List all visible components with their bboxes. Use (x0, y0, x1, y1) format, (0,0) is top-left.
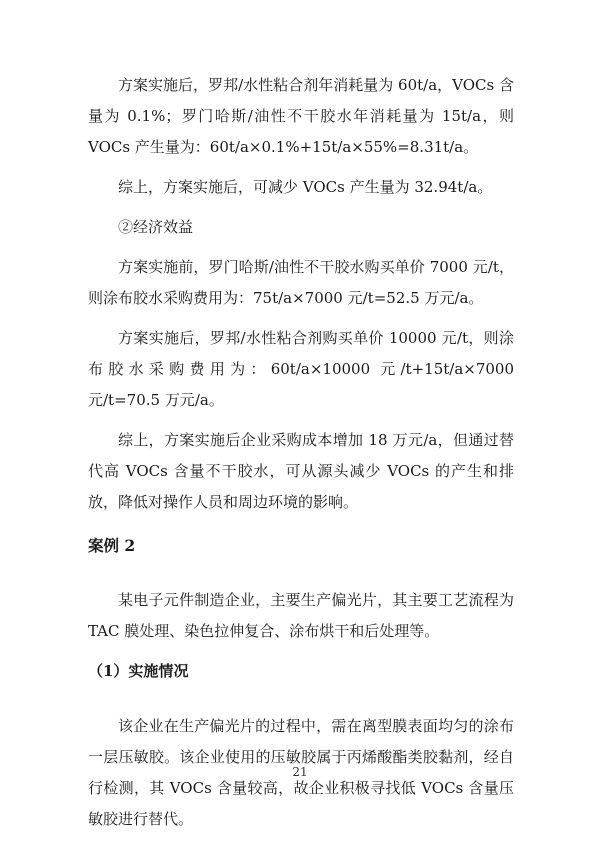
paragraph-voc-reduction-summary: 综上，方案实施后，可减少 VOCs 产生量为 32.94t/a。 (118, 178, 493, 196)
case-intro-paragraph: 某电子元件制造企业，主要生产偏光片，其主要工艺流程为 TAC 膜处理、染色拉伸复合、涂布烘干和后处理等。 (88, 591, 514, 640)
page-number: 21 (292, 765, 308, 779)
page-content (88, 70, 514, 844)
section-body-paragraph: 该企业在生产偏光片的过程中，需在离型膜表面均匀的涂布一层压敏胶。该企业使用的压敏胶属于丙烯酸酯类胶黏剂，经自行检测，其 VOCs 含量较高，故企业积极寻找低 VOCs 含量压敏胶进行替代。 (88, 717, 514, 828)
paragraph-economic-benefit-label: ②经济效益 (118, 218, 194, 236)
paragraph-cost-after: 方案实施后，罗邦/水性粘合剂购买单价 10000 元/t，则涂布胶水采购费用为：60t/a×10000 元/t+15t/a×7000 元/t=70.5 万元/a。 (88, 329, 514, 409)
paragraph-after-implementation-voc: 方案实施后，罗邦/水性粘合剂年消耗量为 60t/a，VOCs 含量为 0.1%；罗门哈斯/油性不干胶水年消耗量为 15t/a，则 VOCs 产生量为：60t/a×0.1%+15t/a×55%=8.31t/a。 (88, 76, 514, 156)
paragraph-cost-before: 方案实施前，罗门哈斯/油性不干胶水购买单价 7000 元/t，则涂布胶水采购费用为：75t/a×7000 元/t=52.5 万元/a。 (88, 258, 514, 307)
paragraph-overall-summary: 综上，方案实施后企业采购成本增加 18 万元/a，但通过替代高 VOCs 含量不干胶水，可从源头减少 VOCs 的产生和排放，降低对操作人员和周边环境的影响。 (88, 431, 514, 511)
section-heading-implementation: （1）实施情况 (88, 662, 189, 680)
case-heading: 案例 2 (88, 536, 136, 555)
